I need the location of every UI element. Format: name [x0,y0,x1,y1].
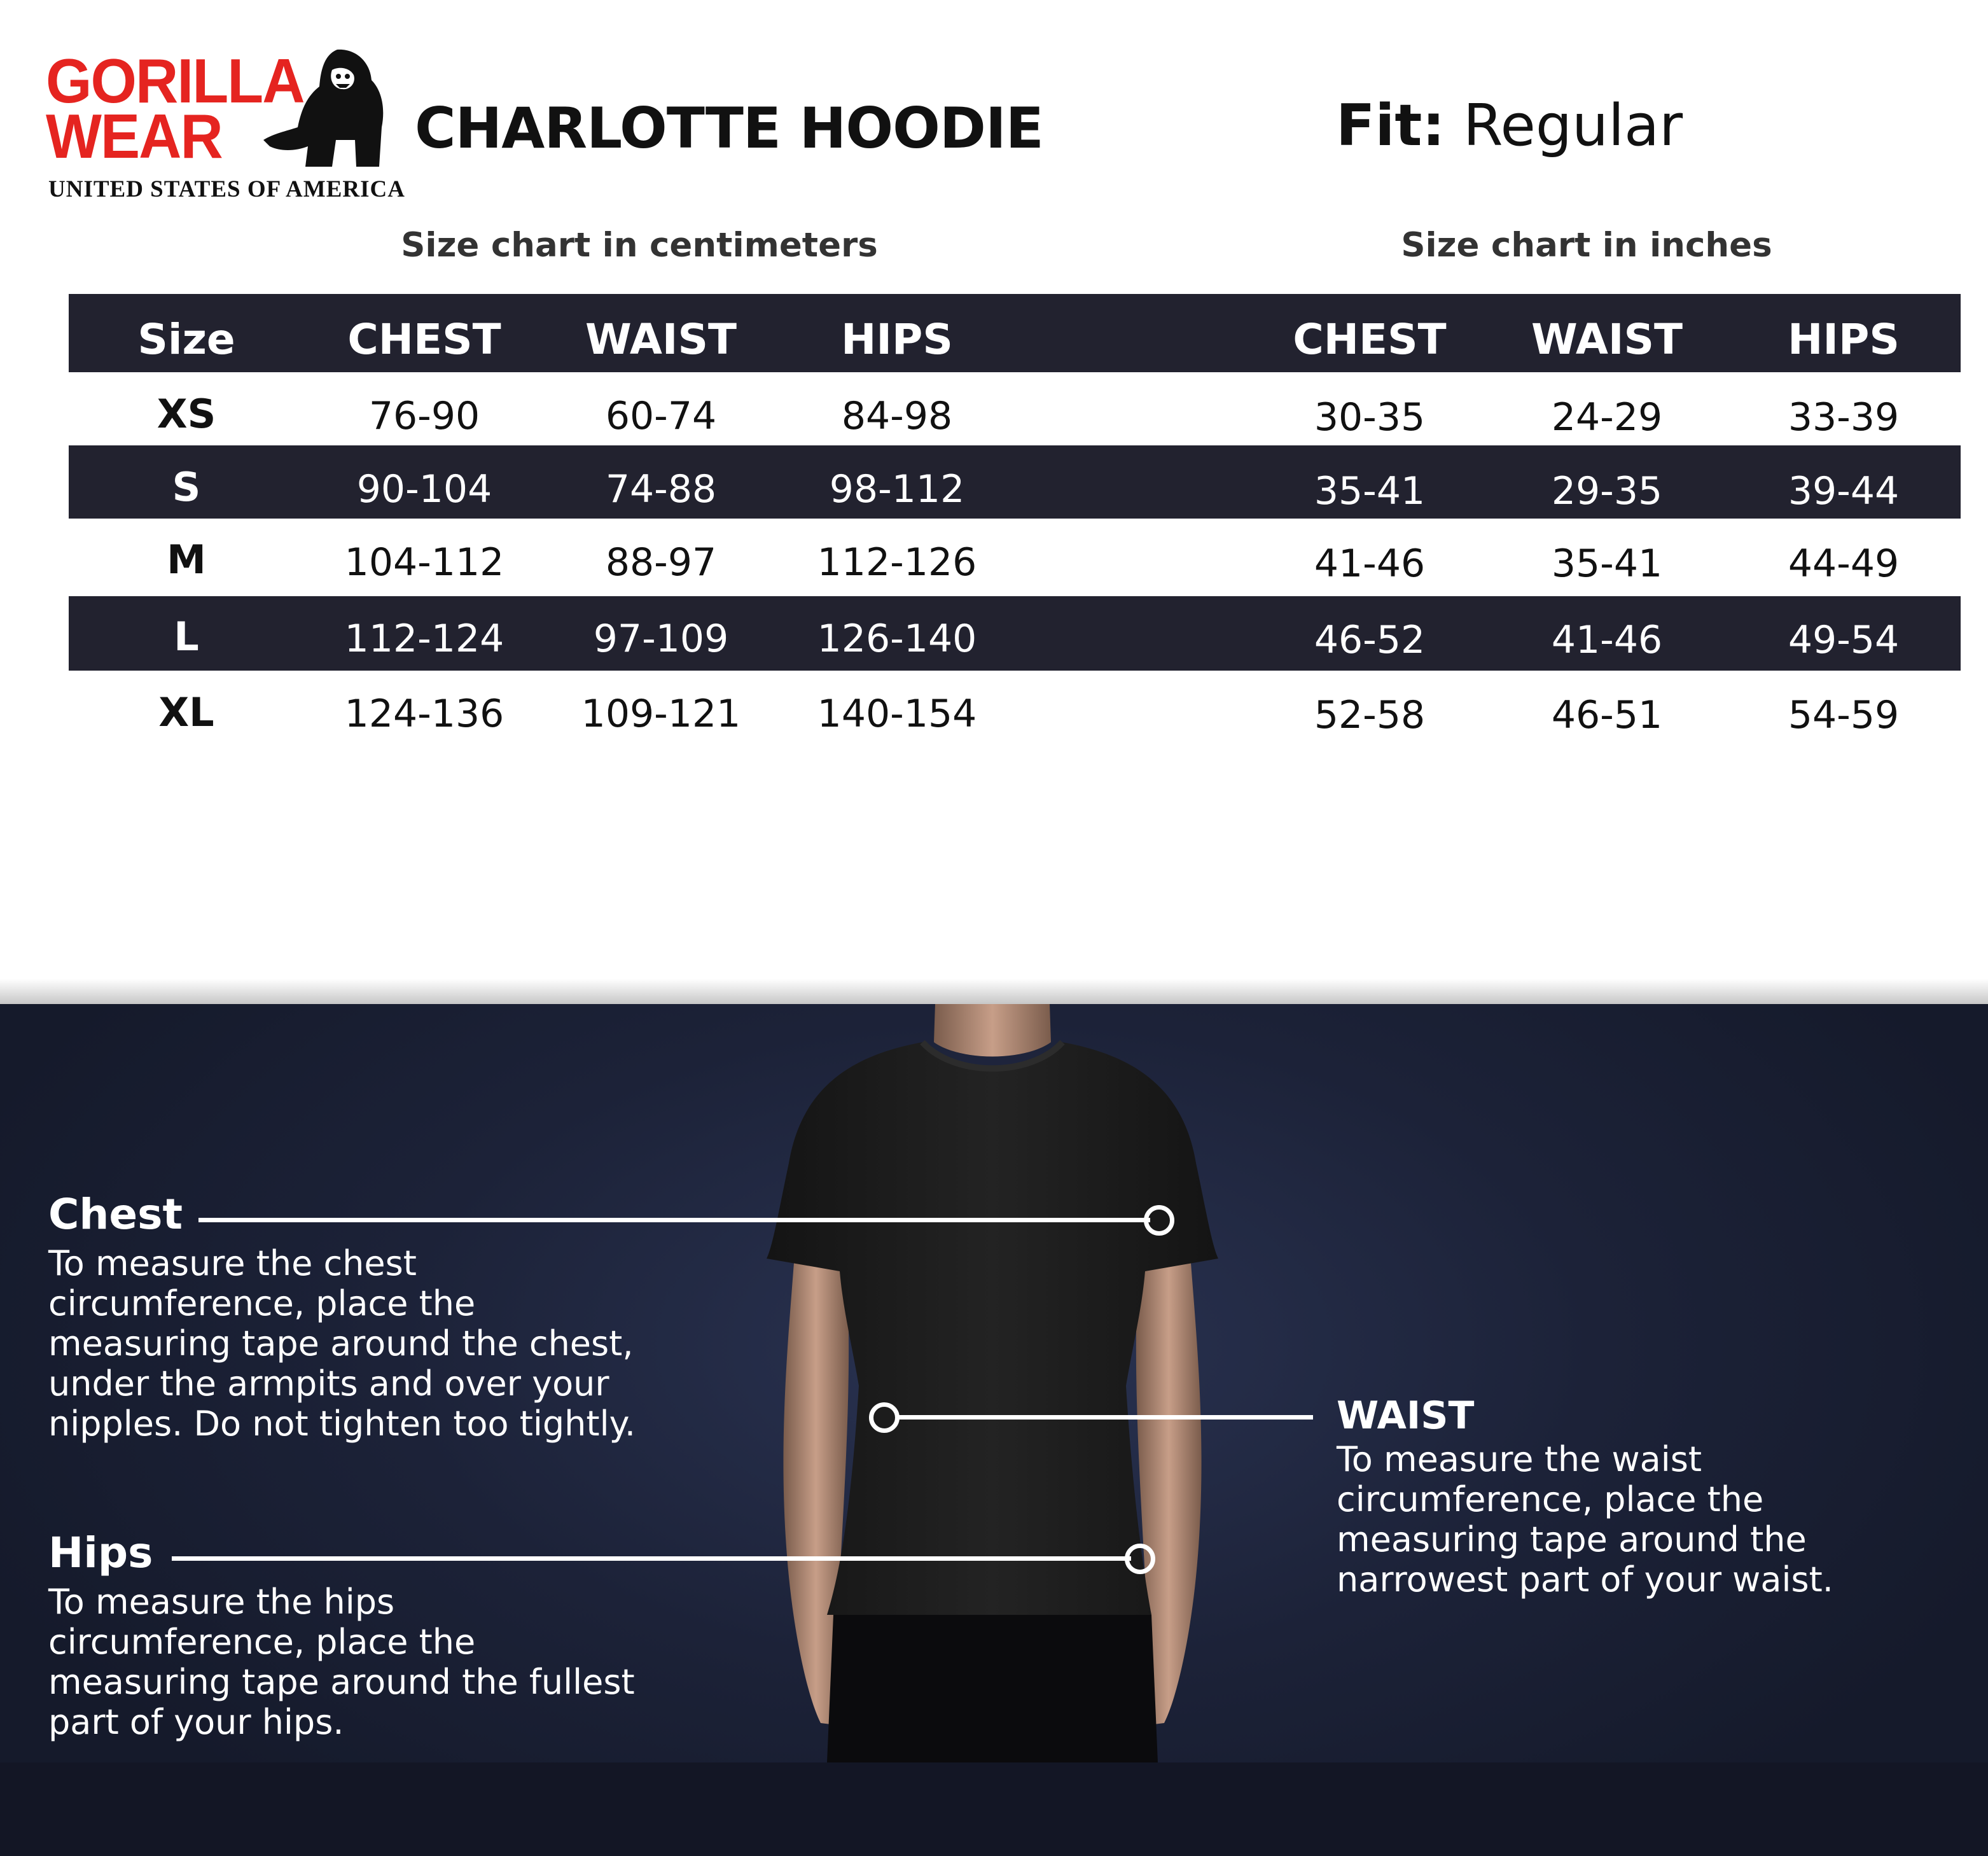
hips-line: circumference, place the [48,1622,476,1662]
fit-value: Regular [1463,92,1683,159]
header-in-hips: HIPS [1788,315,1900,364]
in-hips-value: 33-39 [1788,395,1900,440]
cm-hips-value: 98-112 [829,467,965,512]
product-title: CHARLOTTE HOODIE [415,95,1043,161]
waist-line: circumference, place the [1337,1479,1764,1519]
cm-table-heading: Size chart in centimeters [401,226,878,265]
chest-line: under the armpits and over your [48,1364,609,1404]
header-cm-hips: HIPS [841,315,953,364]
header-in-waist: WAIST [1531,315,1683,364]
waist-title: WAIST [1337,1393,1475,1438]
cm-waist-value: 109-121 [581,692,741,736]
waist-line: To measure the waist [1337,1439,1702,1479]
chest-description [48,1243,636,1444]
chest-title: Chest [48,1190,183,1239]
hips-line: part of your hips. [48,1702,344,1742]
in-chest-value: 35-41 [1314,469,1426,513]
hips-line: To measure the hips [48,1582,395,1622]
chest-line: measuring tape around the chest, [48,1323,634,1364]
logo-word-gorilla: GORILLA [46,46,304,116]
header-cm-chest: CHEST [347,315,501,364]
logo-word-wear: WEAR [46,101,222,171]
hips-pointer-line [172,1556,1131,1561]
hips-line: measuring tape around the fullest [48,1662,635,1702]
size-label: L [174,613,199,660]
cm-chest-value: 112-124 [344,617,504,661]
panel-top-shadow [0,979,1988,1004]
waist-line: measuring tape around the [1337,1519,1807,1559]
chest-line: To measure the chest [48,1243,417,1283]
fit-info [1336,92,1683,159]
model-figure-image [751,1004,1234,1762]
size-label: XS [156,391,216,437]
in-waist-value: 41-46 [1551,618,1663,662]
header-cm-waist: WAIST [585,315,737,364]
fit-label: Fit: [1336,92,1445,159]
in-waist-value: 35-41 [1551,541,1663,586]
waist-marker-icon [869,1402,900,1433]
waist-description [1337,1439,1833,1600]
size-label: M [167,536,206,583]
cm-hips-value: 126-140 [817,617,977,661]
cm-waist-value: 60-74 [605,394,717,438]
hips-description [48,1582,635,1742]
header-size: Size [137,315,235,364]
logo-subtitle: UNITED STATES OF AMERICA [48,176,405,202]
in-hips-value: 39-44 [1788,469,1900,513]
cm-waist-value: 88-97 [605,540,717,585]
chest-line: circumference, place the [48,1283,476,1323]
table-row-band-s [69,445,1961,519]
cm-chest-value: 76-90 [368,394,480,438]
chest-marker-icon [1144,1205,1174,1236]
in-hips-value: 54-59 [1788,693,1900,737]
hips-marker-icon [1125,1544,1155,1574]
cm-hips-value: 140-154 [817,692,977,736]
cm-hips-value: 84-98 [841,394,953,438]
panel-footer-band [0,1762,1988,1856]
in-chest-value: 46-52 [1314,618,1426,662]
waist-pointer-line [896,1415,1313,1420]
in-chest-value: 52-58 [1314,693,1426,737]
in-chest-value: 30-35 [1314,395,1426,440]
in-chest-value: 41-46 [1314,541,1426,586]
header-in-chest: CHEST [1293,315,1447,364]
size-label: XL [158,689,214,736]
hips-title: Hips [48,1528,153,1577]
in-hips-value: 49-54 [1788,618,1900,662]
waist-line: narrowest part of your waist. [1337,1559,1833,1600]
size-label: S [172,464,201,510]
chest-line: nipples. Do not tighten too tightly. [48,1404,636,1444]
in-hips-value: 44-49 [1788,541,1900,586]
gorilla-mascot-icon [261,45,388,172]
chest-pointer-line [198,1218,1150,1222]
cm-chest-value: 104-112 [344,540,504,585]
in-waist-value: 24-29 [1551,395,1663,440]
cm-hips-value: 112-126 [817,540,977,585]
in-waist-value: 46-51 [1551,693,1663,737]
cm-chest-value: 124-136 [344,692,504,736]
cm-waist-value: 97-109 [593,617,729,661]
cm-chest-value: 90-104 [356,467,492,512]
cm-waist-value: 74-88 [605,467,717,512]
in-waist-value: 29-35 [1551,469,1663,513]
inch-table-heading: Size chart in inches [1401,226,1772,265]
